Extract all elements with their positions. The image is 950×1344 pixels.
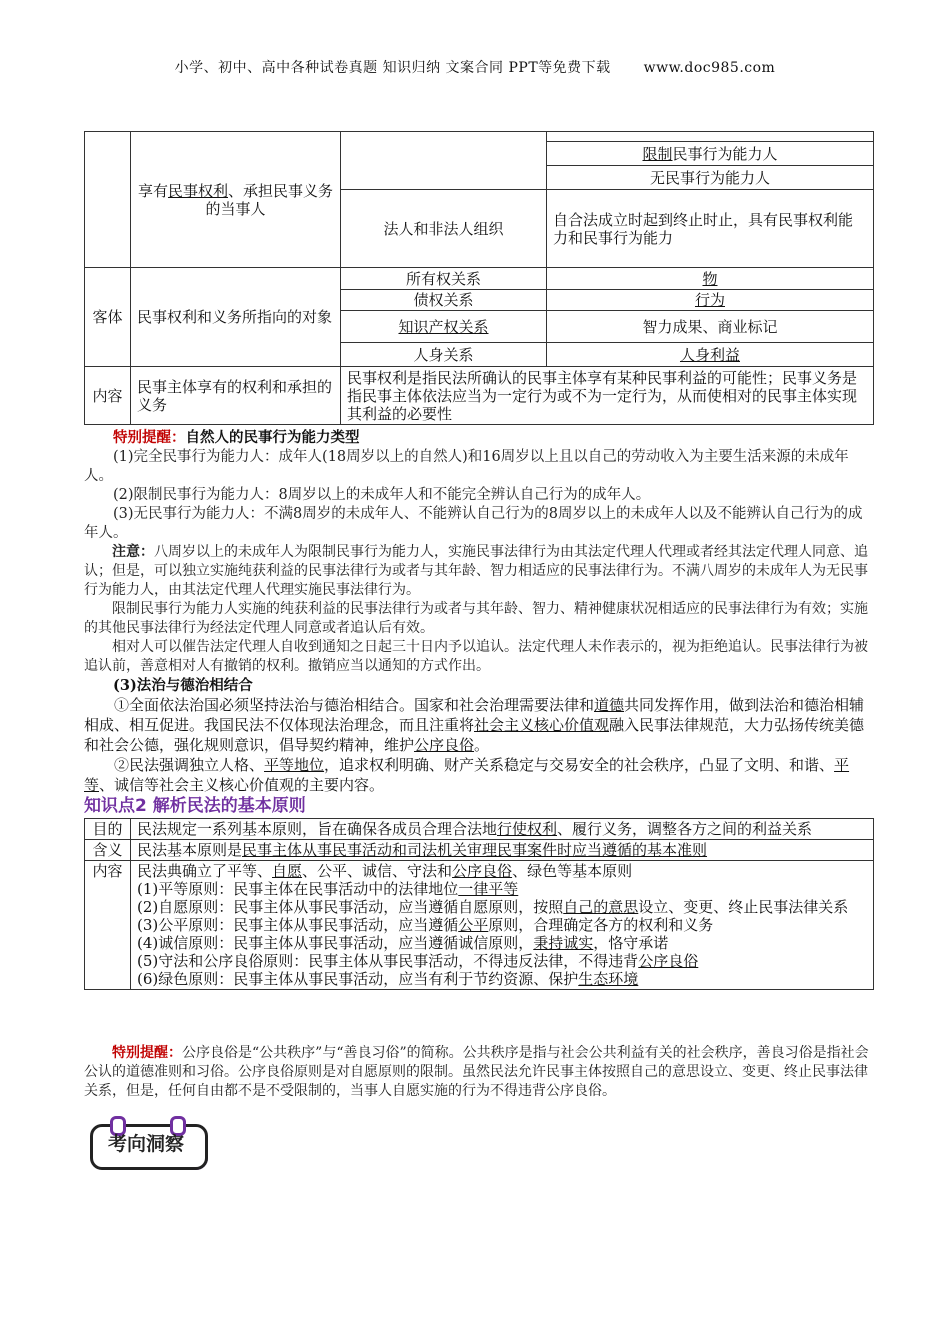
section3-title: (3)法治与德治相结合 — [113, 677, 253, 694]
subject-desc: 享有民事权利、承担民事义务的当事人 — [131, 132, 341, 268]
tip-item: (2)限制民事行为能力人：8周岁以上的未成年人和不能完全辨认自己行为的成年人。 — [113, 487, 651, 503]
object-obj: 行为 — [547, 290, 874, 311]
principle-item: (4)诚信原则：民事主体从事民事活动，应当遵循诚信原则，秉持诚实，恪守承诺 — [137, 934, 669, 952]
principle-item: (3)公平原则：民事主体从事民事活动，应当遵循公平原则，合理确定各方的权利和义务 — [137, 916, 714, 934]
content-desc: 民事主体享有的权利和承担的义务 — [131, 367, 341, 425]
object-rel: 债权关系 — [341, 290, 547, 311]
tip-item: (3)无民事行为能力人：不满8周岁的未成年人、不能辨认自己行为的8周岁以上的未成年人以及不能辨认自己行为的成年人。 — [84, 506, 863, 541]
principle-item: (5)守法和公序良俗原则：民事主体从事民事活动，不得违反法律，不得违背公序良俗 — [137, 952, 699, 970]
content-label: 内容 — [85, 367, 131, 425]
limited-capacity: 限制民事行为能力人 — [547, 142, 874, 166]
note: 注意：八周岁以上的未成年人为限制民事行为能力人，实施民事法律行为由其法定代理人代理或者经其法定代理人同意、追认；但是，可以独立实施纯获利益的民事法律行为或者与其年龄、智力相适应的民事法律行为。不满八周岁的未成年人为无民事行为能力人，由其法定代理人代理实施民事法律行为。 — [84, 544, 868, 598]
tip-item: (1)完全民事行为能力人：成年人(18周岁以上的自然人)和16周岁以上且以自己的劳动收入为主要生活来源的未成年人。 — [84, 449, 849, 484]
header-text: 小学、初中、高中各种试卷真题 知识归纳 文案合同 PPT等免费下载 — [174, 60, 611, 76]
object-obj: 物 — [547, 268, 874, 290]
principle-item: (1)平等原则：民事主体在民事活动中的法律地位一律平等 — [137, 880, 519, 898]
row-label: 含义 — [85, 840, 131, 861]
subject-table — [84, 131, 874, 425]
section3-p2: ②民法强调独立人格、平等地位，追求权利明确、财产关系稳定与交易安全的社会秩序，凸显了文明、和谐、平等、诚信等社会主义核心价值观的主要内容。 — [84, 756, 850, 794]
object-rel: 人身关系 — [341, 343, 547, 367]
page-header — [0, 57, 950, 77]
object-rel: 知识产权关系 — [341, 311, 547, 343]
principles-table — [84, 818, 874, 990]
section3-p1: ①全面依法治国必须坚持法治与德治相结合。国家和社会治理需要法律和道德共同发挥作用，做到法治和德治相辅相成、相互促进。我国民法不仅体现法治理念，而且注重将社会主义核心价值观融入民事法律规范，大力弘扬传统美德和社会公德，强化规则意识，倡导契约精神，维护公序良俗。 — [84, 696, 865, 754]
object-obj: 智力成果、商业标记 — [547, 311, 874, 343]
tip-title: 特别提醒：自然人的民事行为能力类型 — [113, 429, 360, 446]
note2: 限制民事行为能力人实施的纯获利益的民事法律行为或者与其年龄、智力、精神健康状况相适应的民事法律行为有效；实施的其他民事法律行为经法定代理人同意或者追认后有效。 — [84, 601, 868, 636]
object-desc: 民事权利和义务所指向的对象 — [131, 268, 341, 367]
header-site: www.doc985.com — [643, 60, 776, 76]
principle-item: (2)自愿原则：民事主体从事民事活动，应当遵循自愿原则，按照自己的意思设立、变更、终止民事法律关系 — [137, 898, 849, 916]
legal-person: 法人和非法人组织 — [341, 190, 547, 268]
badge-text: 考向洞察 — [107, 1133, 184, 1155]
purpose-text: 民法规定一系列基本原则，旨在确保各成员合理合法地行使权利、履行义务，调整各方之间的利益关系 — [131, 819, 874, 840]
section-badge — [90, 1124, 210, 1172]
row-label: 内容 — [85, 861, 131, 990]
tip2-section — [84, 1044, 874, 1101]
content-detail: 民事权利是指民法所确认的民事主体享有某种民事利益的可能性；民事义务是指民事主体依法应当为一定行为或不为一定行为，从而使相对的民事主体实现其利益的必要性 — [341, 367, 874, 425]
legal-person-desc: 自合法成立时起到终止时止，具有民事权利能力和民事行为能力 — [547, 190, 874, 268]
no-capacity: 无民事行为能力人 — [547, 166, 874, 190]
object-label: 客体 — [85, 268, 131, 367]
note3: 相对人可以催告法定代理人自收到通知之日起三十日内予以追认。法定代理人未作表示的，视为拒绝追认。民事法律行为被追认前，善意相对人有撤销的权利。撤销应当以通知的方式作出。 — [84, 639, 868, 674]
content-intro: 民法典确立了平等、自愿、公平、诚信、守法和公序良俗、绿色等基本原则 — [137, 862, 633, 880]
meaning-text: 民法基本原则是民事主体从事民事活动和司法机关审理民事案件时应当遵循的基本准则 — [131, 840, 874, 861]
object-rel: 所有权关系 — [341, 268, 547, 290]
kp2-title: 知识点2 解析民法的基本原则 — [84, 796, 306, 816]
principle-item: (6)绿色原则：民事主体从事民事活动，应当有利于节约资源、保护生态环境 — [137, 970, 639, 988]
row-label: 目的 — [85, 819, 131, 840]
tip-section — [84, 428, 874, 817]
object-obj: 人身利益 — [547, 343, 874, 367]
tip2-text: 特别提醒：公序良俗是“公共秩序”与“善良习俗”的简称。公共秩序是指与社会公共利益有关的社会秩序，善良习俗是指社会公认的道德准则和习俗。公序良俗原则是对自愿原则的限制。虽然民法允许民事主体按照自己的意思设立、变更、终止民事法律关系，但是，任何自由都不是不受限制的，当事人自愿实施的行为不得违背公序良俗。 — [84, 1045, 869, 1099]
content-text — [131, 861, 874, 990]
